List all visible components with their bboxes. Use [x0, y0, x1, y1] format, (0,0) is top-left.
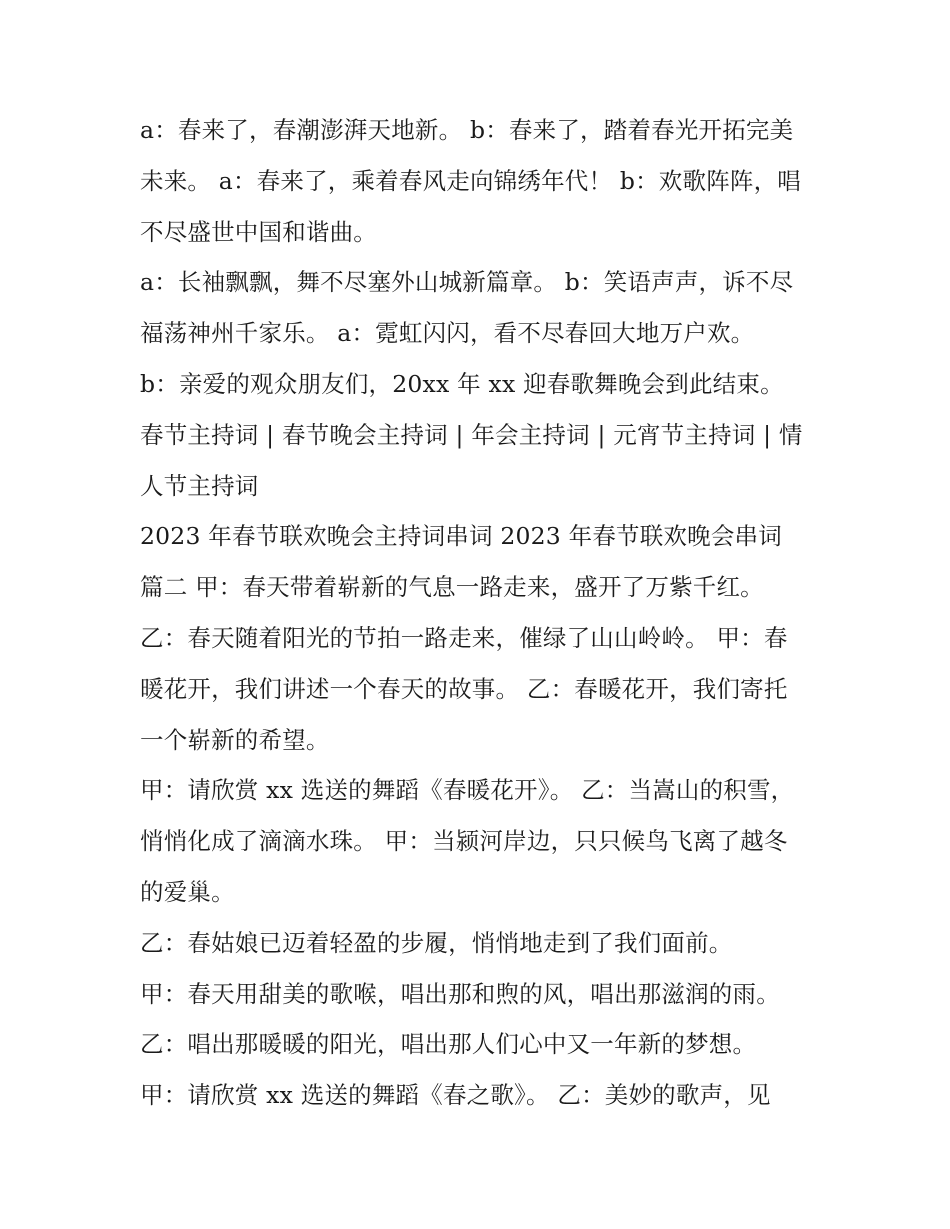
paragraph-farewell: b：亲爱的观众朋友们，20xx 年 xx 迎春歌舞晚会到此结束。: [140, 369, 784, 398]
paragraph-sweet-song: 甲：春天用甜美的歌喉，唱出那和煦的风，唱出那滋润的雨。: [140, 979, 780, 1008]
document-body: [140, 105, 805, 1121]
paragraph-dance-intro: 甲：请欣赏 xx 选送的舞蹈《春暖花开》。 乙：当嵩山的积雪，悄悄化成了滴滴水珠。 甲：当颍河岸边，只只候鸟飞离了越冬的爱巢。: [140, 776, 795, 906]
paragraph-part-two-title: 2023 年春节联欢晚会主持词串词 2023 年春节联欢晚会串词篇二 甲：春天带着崭新的气息一路走来，盛开了万紫千红。: [140, 522, 782, 602]
paragraph-closing-lines: a：春来了，春潮澎湃天地新。 b：春来了，踏着春光开拓完美未来。 a：春来了，乘着春风走向锦绣年代！ b：欢歌阵阵，唱不尽盛世中国和谐曲。: [140, 116, 801, 246]
paragraph-spring-story: 乙：春天随着阳光的节拍一路走来，催绿了山山岭岭。 甲：春暖花开，我们讲述一个春天的故事。 乙：春暖花开，我们寄托一个崭新的希望。: [140, 623, 788, 754]
paragraph-dance-lines: a：长袖飘飘，舞不尽塞外山城新篇章。 b：笑语声声，诉不尽福荡神州千家乐。 a：霓虹闪闪，看不尽春回大地万户欢。: [140, 268, 794, 348]
paragraph-spring-girl: 乙：春姑娘已迈着轻盈的步履，悄悄地走到了我们面前。: [140, 928, 733, 957]
paragraph-related-links: 春节主持词 | 春节晚会主持词 | 年会主持词 | 元宵节主持词 | 情人节主持词: [140, 420, 803, 500]
paragraph-song-of-spring: 甲：请欣赏 xx 选送的舞蹈《春之歌》。 乙：美妙的歌声，见: [140, 1081, 771, 1110]
paragraph-warm-sunshine: 乙：唱出那暖暖的阳光，唱出那人们心中又一年新的梦想。: [140, 1030, 757, 1059]
